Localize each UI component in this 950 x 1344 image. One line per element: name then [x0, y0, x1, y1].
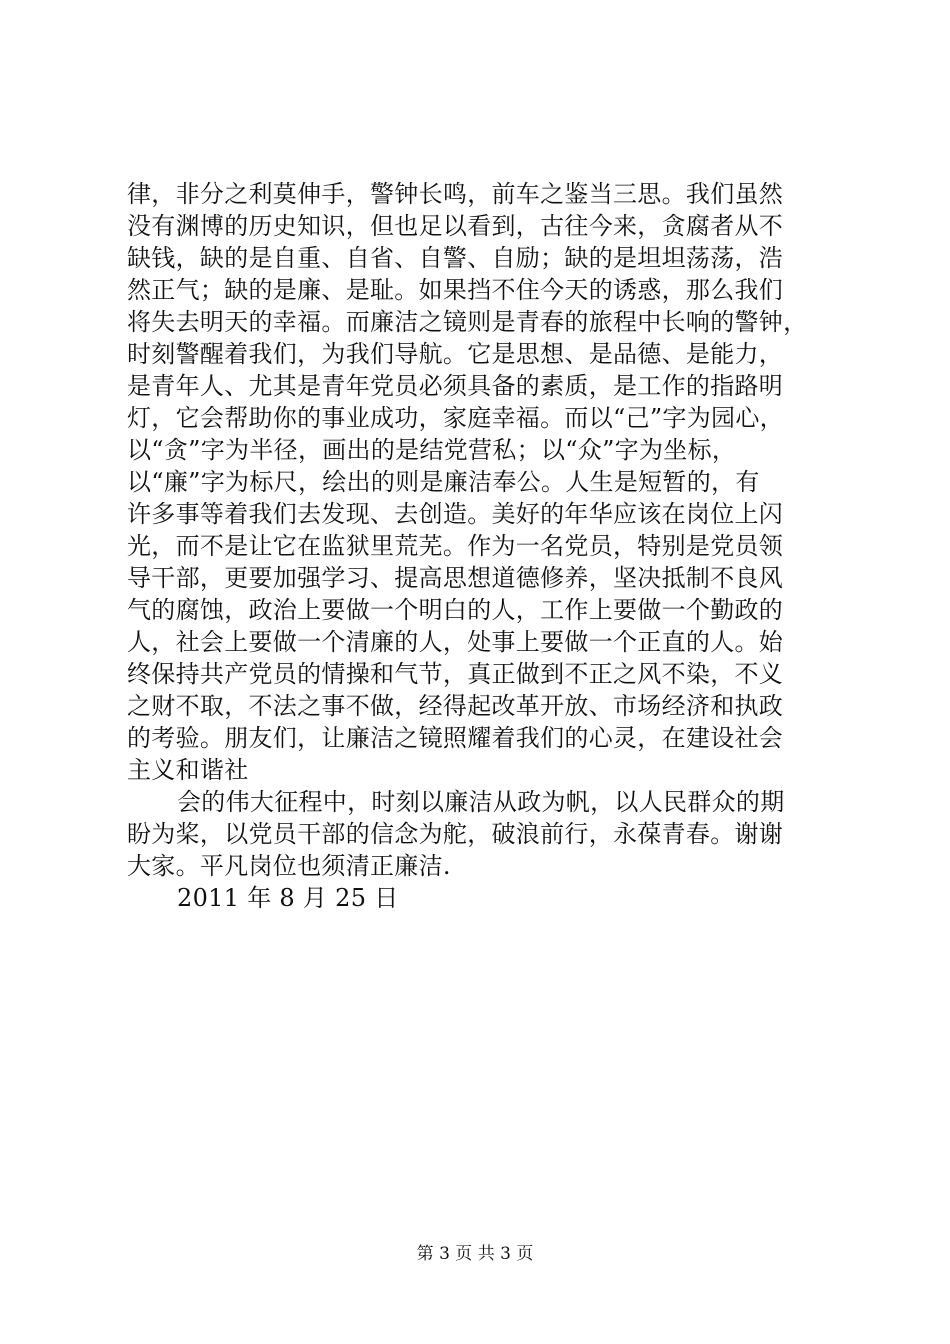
text-line: 没有渊博的历史知识，但也足以看到，古往今来，贪腐者从不	[127, 212, 784, 240]
text-line: 导干部，更要加强学习、提高思想道德修养，坚决抵制不良风	[127, 564, 784, 592]
text-line: 然正气；缺的是廉、是耻。如果挡不住今天的诱惑，那么我们	[127, 276, 784, 304]
text-line: 缺钱，缺的是自重、自省、自警、自励；缺的是坦坦荡荡，浩	[127, 244, 784, 272]
text-line: 以“贪”字为半径，画出的是结党营私；以“众”字为坐标，	[127, 436, 737, 464]
text-line: 之财不取，不法之事不做，经得起改革开放、市场经济和执政	[127, 692, 784, 720]
text-line: 灯，它会帮助你的事业成功，家庭幸福。而以“己”字为园心，	[127, 404, 784, 432]
body-text	[127, 178, 827, 914]
text-line: 的考验。朋友们，让廉洁之镜照耀着我们的心灵，在建设社会	[127, 724, 784, 752]
text-line: 将失去明天的幸福。而廉洁之镜则是青春的旅程中长响的警钟，	[127, 308, 808, 336]
text-line: 终保持共产党员的情操和气节，真正做到不正之风不染，不义	[127, 660, 784, 688]
text-line: 时刻警醒着我们，为我们导航。它是思想、是品德、是能力，	[127, 340, 784, 368]
text-line: 气的腐蚀，政治上要做一个明白的人，工作上要做一个勤政的	[127, 596, 784, 624]
text-line: 光，而不是让它在监狱里荒芜。作为一名党员，特别是党员领	[127, 532, 784, 560]
page-footer	[0, 1243, 950, 1265]
text-line: 许多事等着我们去发现、去创造。美好的年华应该在岗位上闪	[127, 500, 784, 528]
text-line: 以“廉”字为标尺，绘出的则是廉洁奉公。人生是短暂的，有	[127, 468, 760, 496]
text-line: 盼为桨，以党员干部的信念为舵，破浪前行，永葆青春。谢谢	[127, 820, 784, 848]
date-line: 2011 年 8 月 25 日	[177, 884, 399, 912]
page-number-label: 第 3 页 共 3 页	[416, 1244, 534, 1264]
text-line: 律，非分之利莫伸手，警钟长鸣，前车之鉴当三思。我们虽然	[127, 180, 784, 208]
text-line: 会的伟大征程中，时刻以廉洁从政为帆，以人民群众的期	[177, 788, 785, 816]
text-line: 是青年人、尤其是青年党员必须具备的素质，是工作的指路明	[127, 372, 784, 400]
text-line: 主义和谐社	[127, 756, 249, 784]
text-line: 大家。平凡岗位也须清正廉洁.	[127, 852, 451, 880]
text-line: 人，社会上要做一个清廉的人，处事上要做一个正直的人。始	[127, 628, 784, 656]
